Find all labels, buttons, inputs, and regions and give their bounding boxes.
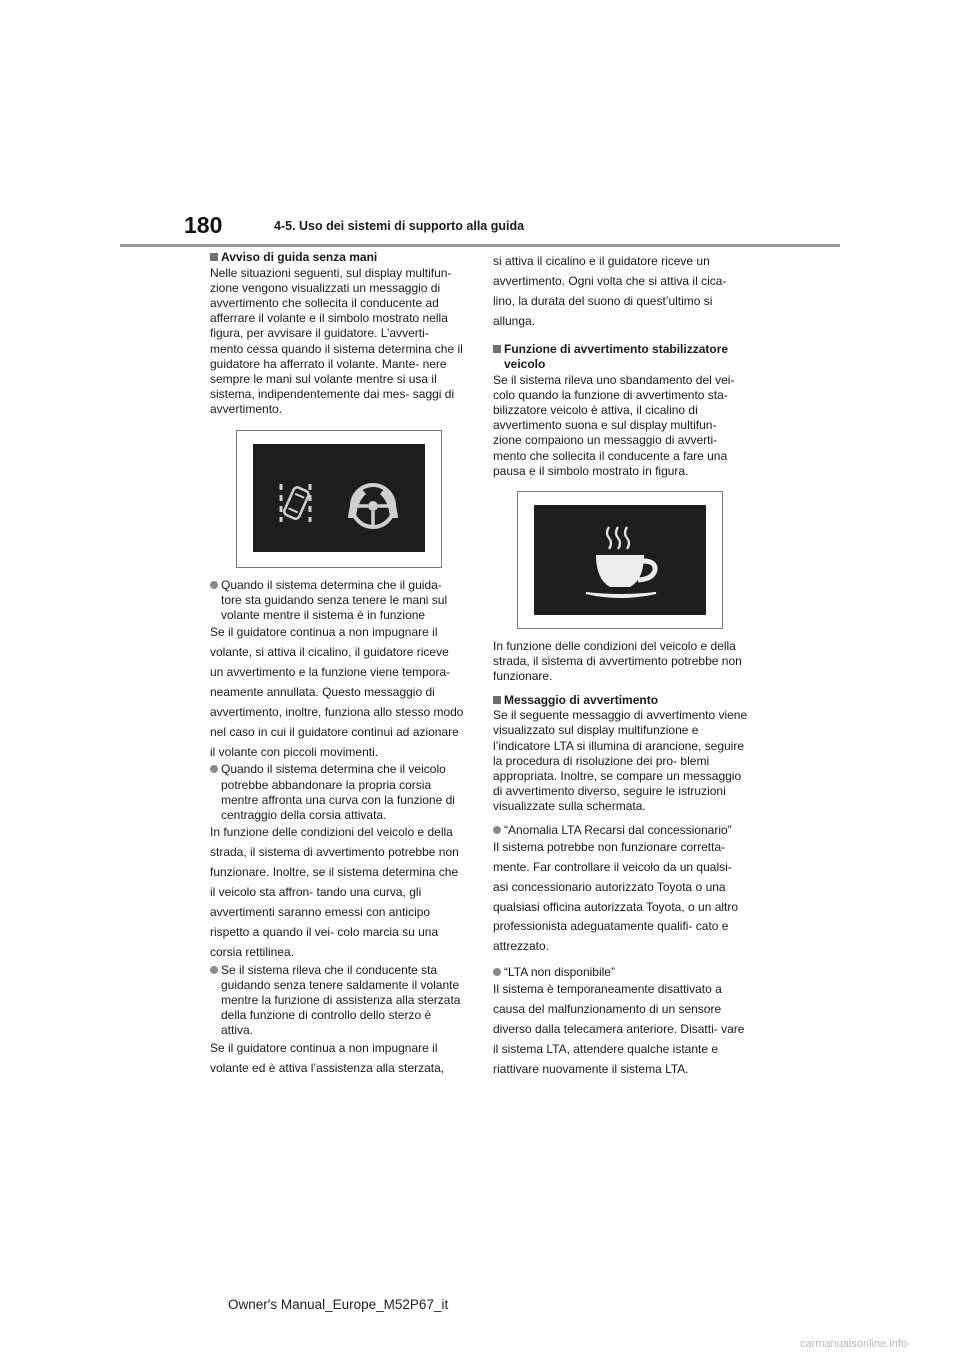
section-body-sway-warning: Se il sistema rileva uno sbandamento del vei- colo quando la funzione di avvertimento sta- bilizzatore veicolo è attiva, il cicalino di avvertimento suona e sul display multifun- zione compaiono un messaggio di avverti- mento che sollecita il conducente a fare una pausa e il simbolo mostrato in figura. [493,372,735,478]
section-heading-hands-off: Avviso di guida senza mani [210,250,465,266]
chapter-title: 4-5. Uso dei sistemi di supporto alla guida [274,219,525,233]
sway-note: In funzione delle condizioni del veicolo e della strada, il sistema di avvertimento potrebbe non funzionare. [493,639,742,684]
continued-text: si attiva il cicalino e il guidatore riceve un avvertimento. Ogni volta che si attiva il cica- lino, la durata del suono di quest’ultimo si allunga. [493,254,727,328]
bullet-body-1: Se il guidatore continua a non impugnare il volante, si attiva il cicalino, il guidatore riceve un avvertimento e la funzione viene tempora- neamente annullata. Questo messaggio di avvertimento, inoltre, funziona allo stesso modo nel caso in cui il guidatore continui ad azionare il volante con piccoli movimenti. [210,625,464,759]
display-screen [253,444,425,552]
section-heading-sway-warning: Funzione di avvertimento stabilizzatore veicolo [493,342,748,373]
bullet-body-2: In funzione delle condizioni del veicolo e della strada, il sistema di avvertimento potrebbe non funzionare. Inoltre, se il sistema determina che il veicolo sta affron- tando una curva, gli avvertimenti saranno emessi con anticipo rispetto a quando il vei- colo marcia su una corsia rettilinea. [210,825,459,959]
watermark: carmanualsonline.info [800,1338,908,1350]
coffee-cup-icon [534,505,706,615]
manual-footer: Owner's Manual_Europe_M52P67_it [228,1297,449,1312]
display-screen [534,505,706,615]
bullet-lta-fault: “Anomalia LTA Recarsi dal concessionario” [493,823,748,838]
left-column [210,250,465,1078]
bullet-hands-off-2: Quando il sistema determina che il veicolo potrebbe abbandonare la propria corsia mentre affronta una curva con la funzione di centraggio della corsia attivata. [210,762,465,823]
header-divider [120,244,840,247]
hands-on-wheel-icon [348,485,398,527]
figure-hands-off-warning [236,430,442,568]
lane-departure-icon [281,484,310,522]
lane-steering-icons [253,444,425,552]
bullet-body-3: Se il guidatore continua a non impugnare il volante ed è attiva l’assistenza alla sterzata, [210,1040,445,1075]
bullet-lta-unavailable: “LTA non disponibile” [493,965,748,980]
section-heading-warning-message: Messaggio di avvertimento [493,693,748,709]
section-body-hands-off: Nelle situazioni seguenti, sul display multifun- zione vengono visualizzati un messaggio di avvertimento che sollecita il conducente ad afferrare il volante e il simbolo mostrato nella figura, per avvisare il guidatore. L’avverti- mento cessa quando il sistema determina che il guidatore ha afferrato il volante. Mante- nere sempre le mani sul volante mentre si usa il sistema, indipendentemente dai mes- saggi di avvertimento. [210,265,463,417]
section-body-warning-message: Se il seguente messaggio di avvertimento viene visualizzato sul display multifunzione e l’indicatore LTA si illumina di arancione, seguire la procedura di risoluzione dei pro- blemi appropriata. Inoltre, se compare un messaggio di avvertimento diverso, seguire le istruzioni visualizzate sulla schermata. [493,708,748,814]
right-column [493,250,748,1080]
figure-sway-warning [517,491,723,629]
page-number: 180 [184,212,223,238]
bullet-hands-off-3: Se il sistema rileva che il conducente sta guidando senza tenere saldamente il volante mentre la funzione di assistenza alla sterzata della funzione di controllo dello sterzo è attiva. [210,963,465,1039]
bullet-hands-off-1: Quando il sistema determina che il guida- tore sta guidando senza tenere le mani sul volante mentre il sistema è in funzione [210,578,465,624]
bullet-body-lta-fault: Il sistema potrebbe non funzionare corretta- mente. Far controllare il veicolo da un qualsi- asi concessionario autorizzato Toyota o una qualsiasi officina autorizzata Toyota, o un altro professionista adeguatamente qualifi- cato e attrezzato. [493,839,739,954]
bullet-body-lta-unavailable: Il sistema è temporaneamente disattivato a causa del malfunzionamento di un sensore diverso dalla telecamera anteriore. Disatti- vare il sistema LTA, attendere qualche istante e riattivare nuovamente il sistema LTA. [493,982,745,1077]
